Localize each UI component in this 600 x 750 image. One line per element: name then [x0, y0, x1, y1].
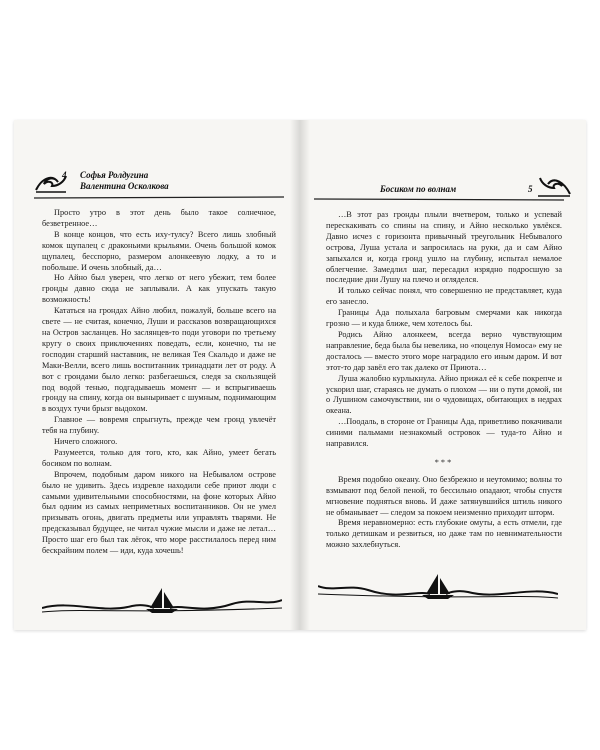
paragraph: И только сейчас понял, что совершенно не представляет, куда его занесло.: [326, 286, 562, 307]
header-rule-icon: [34, 194, 284, 200]
book-gutter: [290, 120, 310, 630]
sailboat-wave-ornament-icon: [318, 572, 558, 602]
page-number-right: 5: [528, 184, 533, 194]
left-body-text: [42, 208, 276, 557]
right-body-text: [326, 210, 562, 551]
paragraph: Луша жалобно курлыкнула. Айно прижал её к себе покрепче и ускорил шаг, стараясь не думать о плохом — ни о пути домой, ни о Лушином самочувствии, ни о чудовищах, обитающих в недрах океана.: [326, 373, 562, 416]
right-page: [300, 120, 586, 630]
paragraph: Просто утро в этот день было такое солнечное, безветренное…: [42, 208, 276, 228]
section-separator: ***: [434, 457, 454, 467]
sailboat-wave-ornament-icon: [42, 586, 282, 616]
book-spread: [14, 120, 586, 630]
paragraph: Кататься на грондах Айно любил, пожалуй, больше всего на свете — не считая, конечно, Луши и рассказов возвращающихся на Остров засланцев. Но заслянцев-то поди уговори по третьему кругу о своих приключениях поведать, если, конечно, ты не господин старший наставник, не великая Тея Скальдо и даже не Маки-Велли, всего лишь воспитанник тринадцати лет от роду. А вот с грондами было легко: разбегаешься, следя за скользящей под водой тенью, подгадываешь момент — и вспрыгиваешь гронду на спину, когда он выныривает с шумным, поднимающим в воздух тучи брызг выдохом.: [42, 306, 276, 414]
page-number-left: 4: [62, 170, 67, 180]
paragraph: Впрочем, подобным даром никого на Небывалом острове было не удивить. Здесь издревле находили себе приют люди с самыми удивительными способностями, на фоне которых Айно был одним из самых неприметных воспитанников. Он не умел призывать огонь, двигать предметы или управлять тварями. Не предсказывал будущее, не читал чужие мысли и даже не летал… Просто шаг его был так лёгок, что море расстилалось перед ним бескрайним полем — иди, куда хочешь!: [42, 469, 276, 556]
wave-ornament-icon: [536, 170, 572, 198]
paragraph: Родись Айно алонкеем, всегда верно чувствующим направление, беда была бы невелика, но «поцелуя Номоса» ему не досталось — вместо этого море наградило его иным даром. И вот этот-то дар завёл его так далеко от Приюта…: [326, 329, 562, 372]
paragraph: Но Айно был уверен, что легко от него убежит, тем более гронды давно сюда не заплывали. А как упускать такую возможность!: [42, 273, 276, 305]
paragraph: Время подобно океану. Оно безбрежно и неутомимо; волны то взмывают под белой пеной, то бессильно опадают, чтобы спустя мгновение подняться вновь. И даже затянувшийся штиль никого не обманывает — следом за покоем неизменно приходит шторм.: [326, 474, 562, 517]
author-1: Софья Ролдугина: [80, 170, 149, 180]
left-header: [62, 170, 240, 192]
running-title: Босиком по волнам: [380, 184, 457, 194]
paragraph: Границы Ада полыхала багровым смерчами как никогда грозно — и куда ближе, чем хотелось бы.: [326, 308, 562, 329]
paragraph: Ничего сложного.: [54, 437, 118, 447]
paragraph: …Поодаль, в стороне от Границы Ада, приветливо покачивали синими пальмами незнакомый островок — туда-то Айно и направился.: [326, 417, 562, 449]
author-2: Валентина Осколкова: [80, 181, 169, 191]
right-header: [380, 184, 500, 195]
left-page: [14, 120, 300, 630]
paragraph: В конце концов, что есть иху-тулсу? Всего лишь злобный комок щупалец с драконьими крыльями. Очень большой комок щупалец, бесспорно, размером алонкеевую лодку, а то и побольше. И очень злобный, да…: [42, 229, 276, 272]
header-rule-icon: [314, 196, 564, 202]
paragraph: Разумеется, только для того, кто, как Айно, умеет бегать босиком по волнам.: [42, 447, 276, 468]
paragraph: Время неравномерно: есть глубокие омуты, а есть отмели, где только детишкам и резвиться, но даже там по невнимательности можно захлебнуться.: [326, 518, 562, 550]
paragraph: …В этот раз гронды плыли вчетвером, только и успевай перескакивать со спины на спину, и Айно несколько увлёкся. Давно исчез с горизонта привычный треугольник Небывалого острова, Луша устала и запросилась на руки, да и сам Айно запыхался и, когда гронд ушло на глубину, испытал немалое облегчение. Замедлил шаг, пересадил изрядно подросшую за последние дни Лушу на плечо и огляделся.: [326, 210, 562, 285]
paragraph: Главное — вовремя спрыгнуть, прежде чем гронд увлечёт тебя на глубину.: [42, 415, 276, 436]
